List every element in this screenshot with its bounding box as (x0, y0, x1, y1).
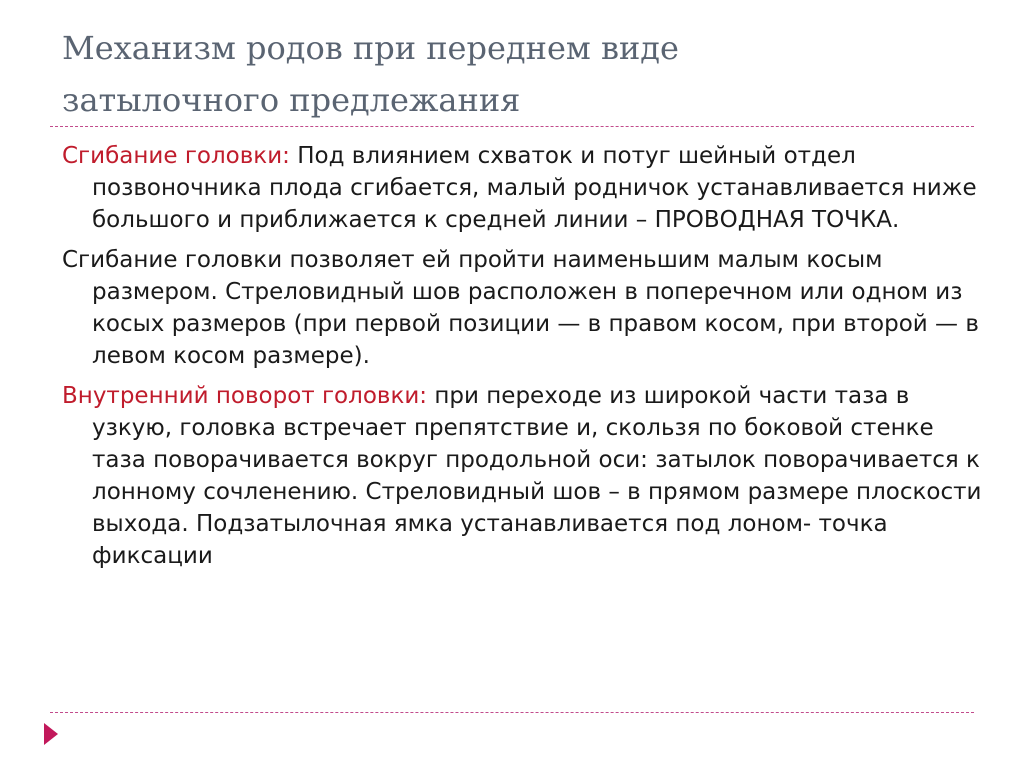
bottom-divider (50, 712, 974, 713)
paragraph-flexion-lead: Сгибание головки: (62, 143, 290, 169)
slide-title (62, 22, 962, 126)
paragraph-internal-rotation-lead: Внутренний поворот головки: (62, 383, 428, 409)
slide-title-line-1: Механизм родов при переднем виде (62, 29, 679, 67)
paragraph-flexion-text: Под влиянием схваток и потуг шейный отдел позвоночника плода сгибается, малый родничок устанавливается ниже большого и приближается к средней линии – ПРОВОДНАЯ ТОЧКА. (92, 143, 977, 233)
slide-title-line-2: затылочного предлежания (62, 81, 521, 119)
paragraph-flexion-details (62, 244, 982, 372)
paragraph-internal-rotation (62, 380, 982, 572)
top-divider (50, 126, 974, 127)
paragraph-flexion (62, 140, 982, 236)
triangle-right-icon (44, 723, 58, 745)
slide-body (62, 140, 982, 580)
paragraph-flexion-details-text: Сгибание головки позволяет ей пройти наименьшим малым косым размером. Стреловидный шов расположен в поперечном или одном из косых размеров (при первой позиции — в правом косом, при второй — в левом косом размере). (62, 247, 979, 369)
paragraph-internal-rotation-text: при переходе из широкой части таза в узкую, головка встречает препятствие и, скользя по боковой стенке таза поворачивается вокруг продольной оси: затылок поворачивается к лонному сочленению. Стреловидный шов – в прямом размере плоскости выхода. Подзатылочная ямка устанавливается под лоном- точка фиксации (92, 383, 982, 569)
